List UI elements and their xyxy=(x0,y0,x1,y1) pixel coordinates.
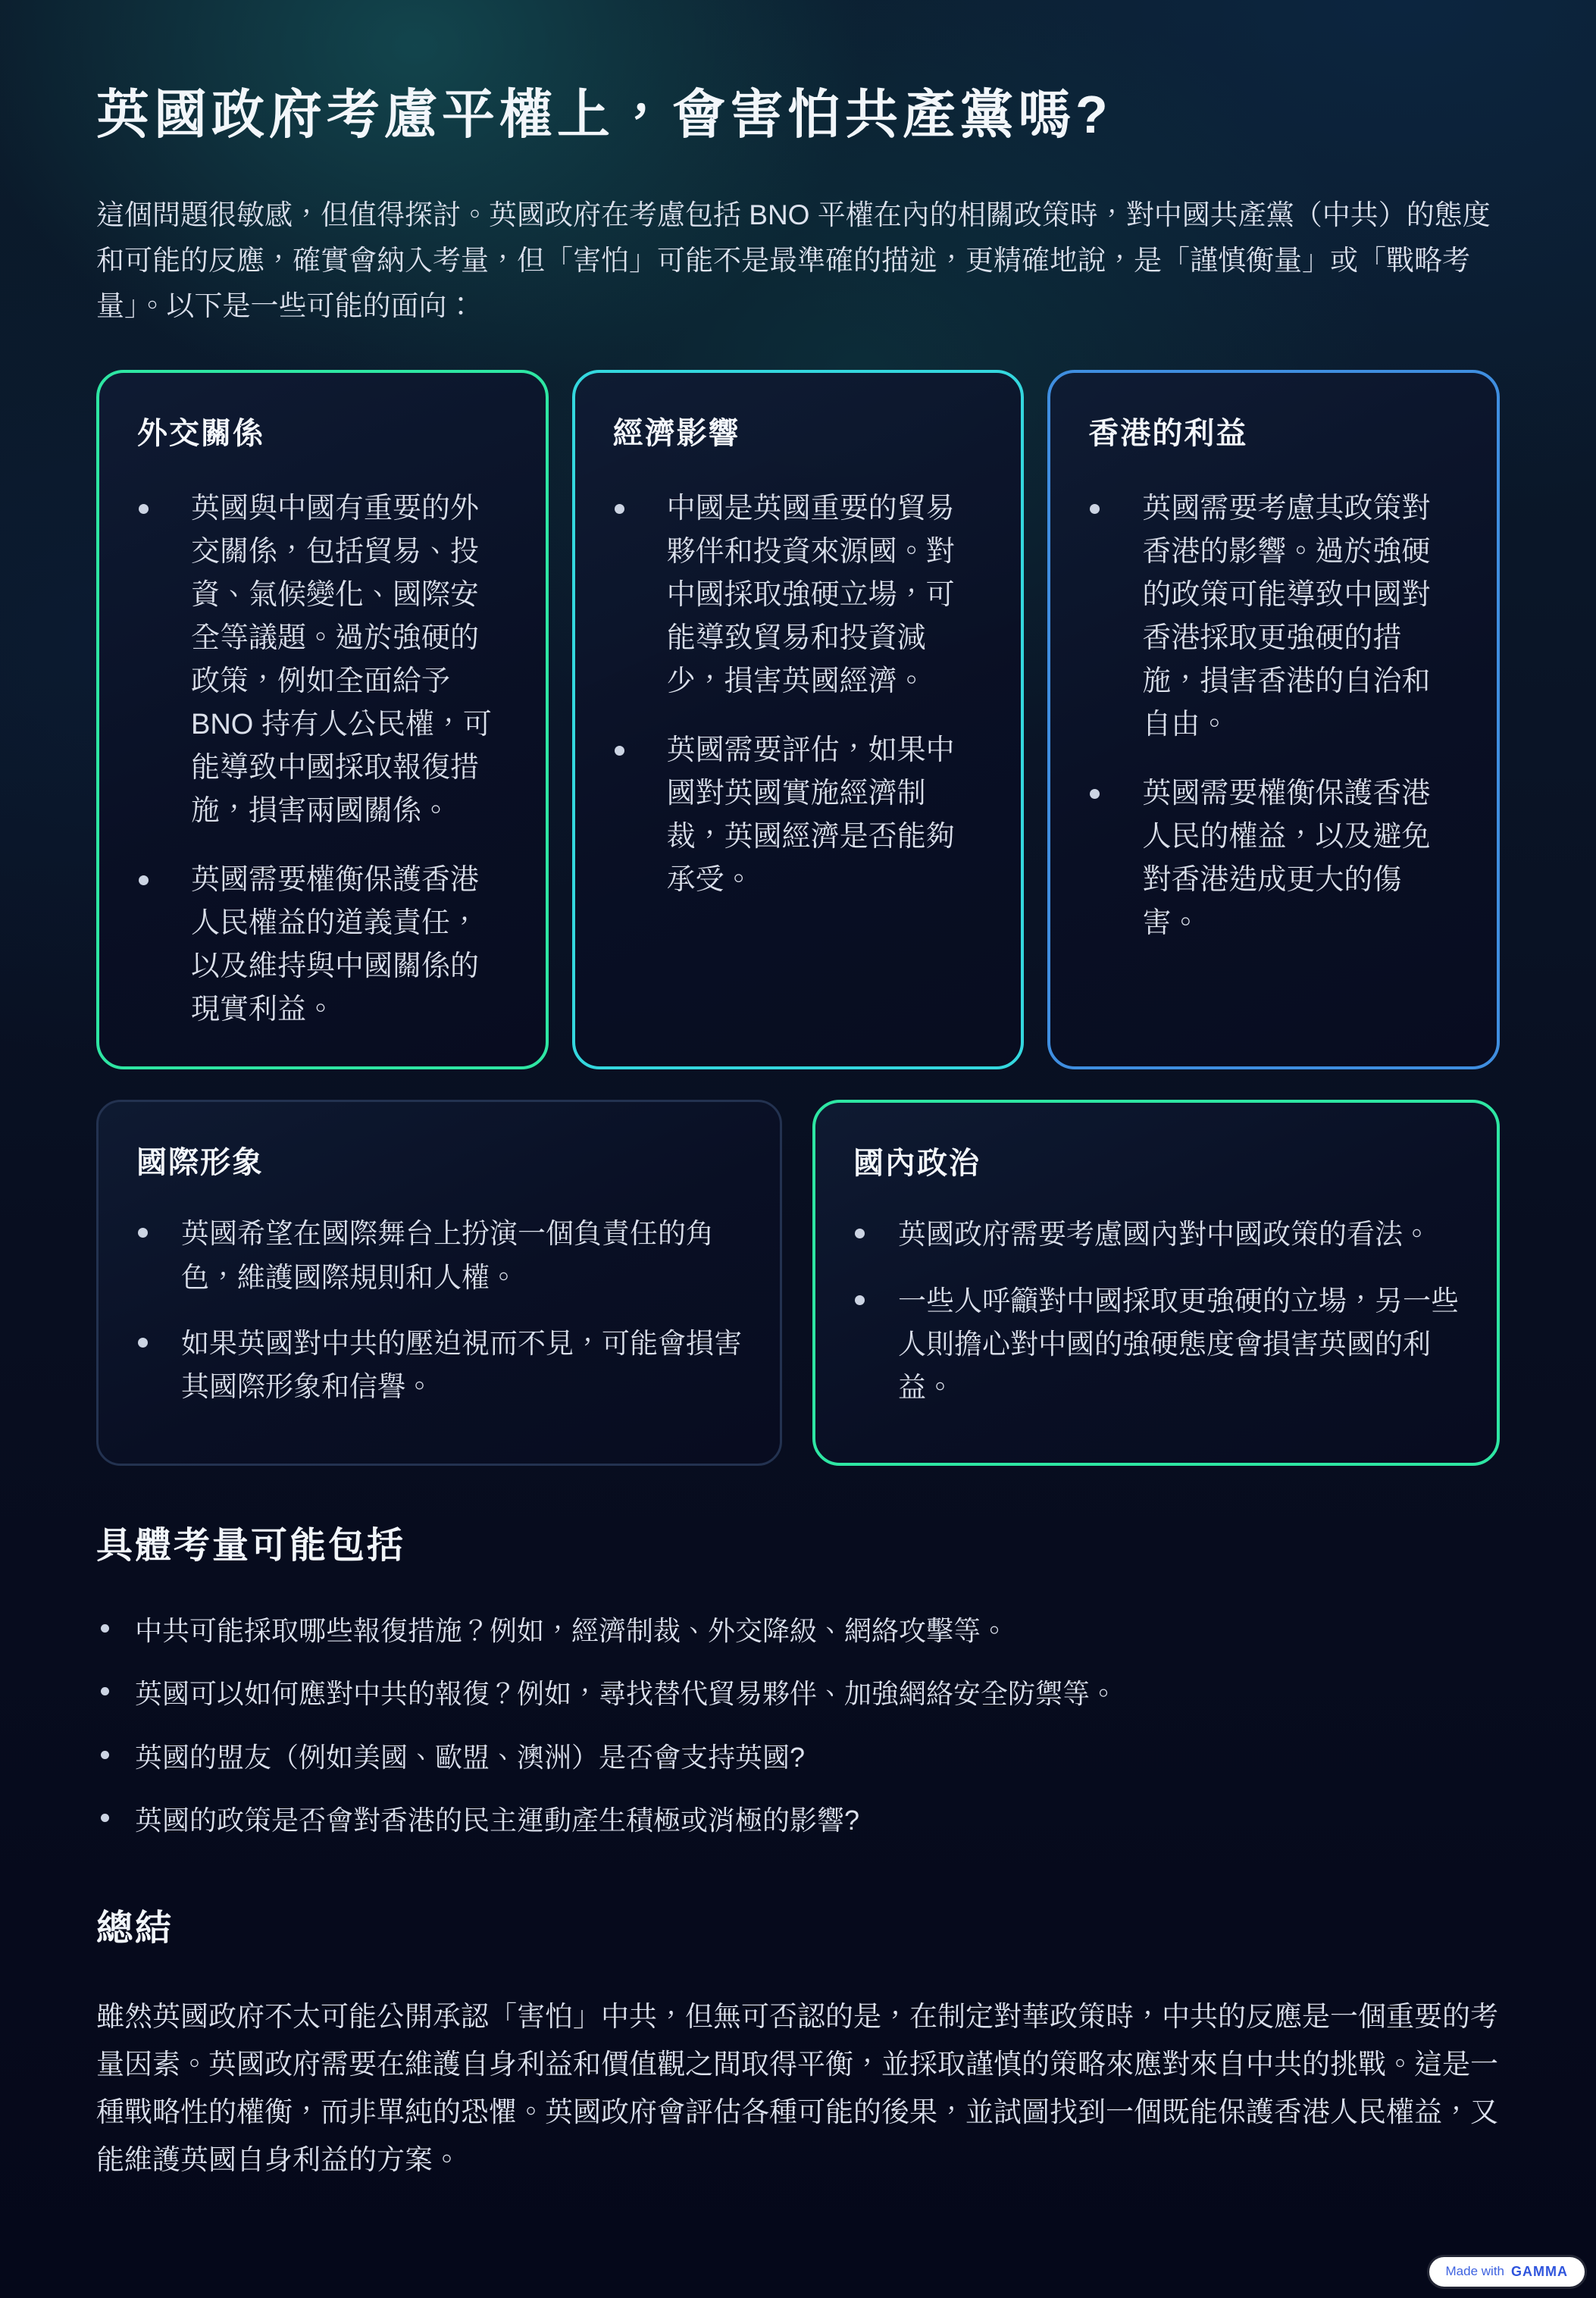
bullet-dot-icon xyxy=(139,504,149,514)
list-item xyxy=(96,1609,1500,1653)
list-item xyxy=(853,1279,1459,1410)
list-item xyxy=(96,1736,1500,1780)
list-item xyxy=(1088,487,1459,747)
list-item xyxy=(137,487,508,833)
cards-row-bottom xyxy=(96,1100,1500,1465)
list-item xyxy=(613,487,984,703)
bullet-dot-icon xyxy=(138,1228,148,1238)
list-item xyxy=(613,729,984,902)
considerations-list xyxy=(96,1609,1500,1842)
bullet-text: 英國與中國有重要的外交關係，包括貿易、投資、氣候變化、國際安全等議題。過於強硬的政策，例如全面給予 BNO 持有人公民權，可能導致中國採取報復措施，損害兩國關係。 xyxy=(191,493,492,828)
card-international-image xyxy=(96,1100,782,1465)
list-item xyxy=(136,1212,742,1299)
bullet-dot-icon xyxy=(101,1687,109,1695)
bullet-dot-icon xyxy=(855,1229,865,1238)
list-item xyxy=(137,859,508,1032)
list-item xyxy=(96,1799,1500,1842)
bullet-dot-icon xyxy=(139,875,149,885)
summary-paragraph: 雖然英國政府不太可能公開承認「害怕」中共，但無可否認的是，在制定對華政策時，中共的反應是一個重要的考量因素。英國政府需要在維護自身利益和價值觀之間取得平衡，並採取謹慎的策略來應對來自中共的挑戰。這是一種戰略性的權衡，而非單純的恐懼。英國政府會評估各種可能的後果，並試圖找到一個既能保護香港人民權益，又能維護英國自身利益的方案。 xyxy=(96,2000,1498,2175)
card-title: 外交關係 xyxy=(137,417,264,451)
card-title: 國內政治 xyxy=(853,1147,981,1181)
bullet-text: 英國需要權衡保護香港人民的權益，以及避免對香港造成更大的傷害。 xyxy=(1142,778,1431,940)
bullet-text: 一些人呼籲對中國採取更強硬的立場，另一些人則擔心對中國的強硬態度會損害英國的利益。 xyxy=(898,1285,1459,1404)
list-item xyxy=(1088,772,1459,945)
made-with-gamma-badge[interactable] xyxy=(1429,2257,1585,2287)
cards-row-top xyxy=(96,370,1500,1069)
page-title: 英國政府考慮平權上，會害怕共產黨嗎? xyxy=(96,85,1113,144)
bullet-dot-icon xyxy=(138,1338,148,1348)
bullet-text: 英國政府需要考慮國內對中國政策的看法。 xyxy=(898,1219,1431,1251)
bullet-text: 英國希望在國際舞台上扮演一個負責任的角色，維護國際規則和人權。 xyxy=(181,1218,714,1293)
bullet-dot-icon xyxy=(101,1751,109,1759)
considerations-heading: 具體考量可能包括 xyxy=(96,1525,406,1566)
bullet-dot-icon xyxy=(101,1814,109,1822)
bullet-dot-icon xyxy=(615,746,624,756)
bullet-text: 英國需要權衡保護香港人民權益的道義責任，以及維持與中國關係的現實利益。 xyxy=(191,864,480,1026)
badge-made-with-label: Made with xyxy=(1445,2264,1504,2279)
list-item xyxy=(853,1213,1459,1256)
bullet-dot-icon xyxy=(1090,504,1100,514)
card-title: 經濟影響 xyxy=(612,417,740,451)
card-title: 國際形象 xyxy=(136,1146,264,1180)
card-hong-kong-interests xyxy=(1047,370,1500,1069)
card-domestic-politics xyxy=(812,1100,1500,1465)
card-economic-impact xyxy=(572,370,1025,1069)
summary-heading: 總結 xyxy=(96,1908,174,1949)
card-diplomatic-relations xyxy=(96,370,549,1069)
bullet-text: 中國是英國重要的貿易夥伴和投資來源國。對中國採取強硬立場，可能導致貿易和投資減少，損害英國經濟。 xyxy=(666,493,955,698)
list-item xyxy=(96,1672,1500,1716)
bullet-dot-icon xyxy=(615,504,624,514)
bullet-text: 如果英國對中共的壓迫視而不見，可能會損害其國際形象和信譽。 xyxy=(181,1327,742,1403)
card-title: 香港的利益 xyxy=(1088,417,1248,451)
bullet-dot-icon xyxy=(101,1624,109,1633)
bullet-dot-icon xyxy=(855,1295,865,1305)
bullet-text: 中共可能採取哪些報復措施？例如，經濟制裁、外交降級、網絡攻擊等。 xyxy=(135,1614,1009,1646)
bullet-text: 英國的政策是否會對香港的民主運動產生積極或消極的影響? xyxy=(135,1805,860,1836)
bullet-text: 英國需要評估，如果中國對英國實施經濟制裁，英國經濟是否能夠承受。 xyxy=(666,734,955,897)
list-item xyxy=(136,1322,742,1409)
gamma-brand-logo: GAMMA xyxy=(1511,2263,1568,2279)
intro-paragraph: 這個問題很敏感，但值得探討。英國政府在考慮包括 BNO 平權在內的相關政策時，對中國共產黨（中共）的態度和可能的反應，確實會納入考量，但「害怕」可能不是最準確的描述，更精確地說，是「謹慎衡量」或「戰略考量」。以下是一些可能的面向： xyxy=(96,199,1491,322)
bullet-dot-icon xyxy=(1090,789,1100,799)
bullet-text: 英國需要考慮其政策對香港的影響。過於強硬的政策可能導致中國對香港採取更強硬的措施，損害香港的自治和自由。 xyxy=(1142,493,1431,741)
bullet-text: 英國的盟友（例如美國、歐盟、澳洲）是否會支持英國? xyxy=(135,1741,806,1773)
bullet-text: 英國可以如何應對中共的報復？例如，尋找替代貿易夥伴、加強網絡安全防禦等。 xyxy=(135,1678,1118,1710)
